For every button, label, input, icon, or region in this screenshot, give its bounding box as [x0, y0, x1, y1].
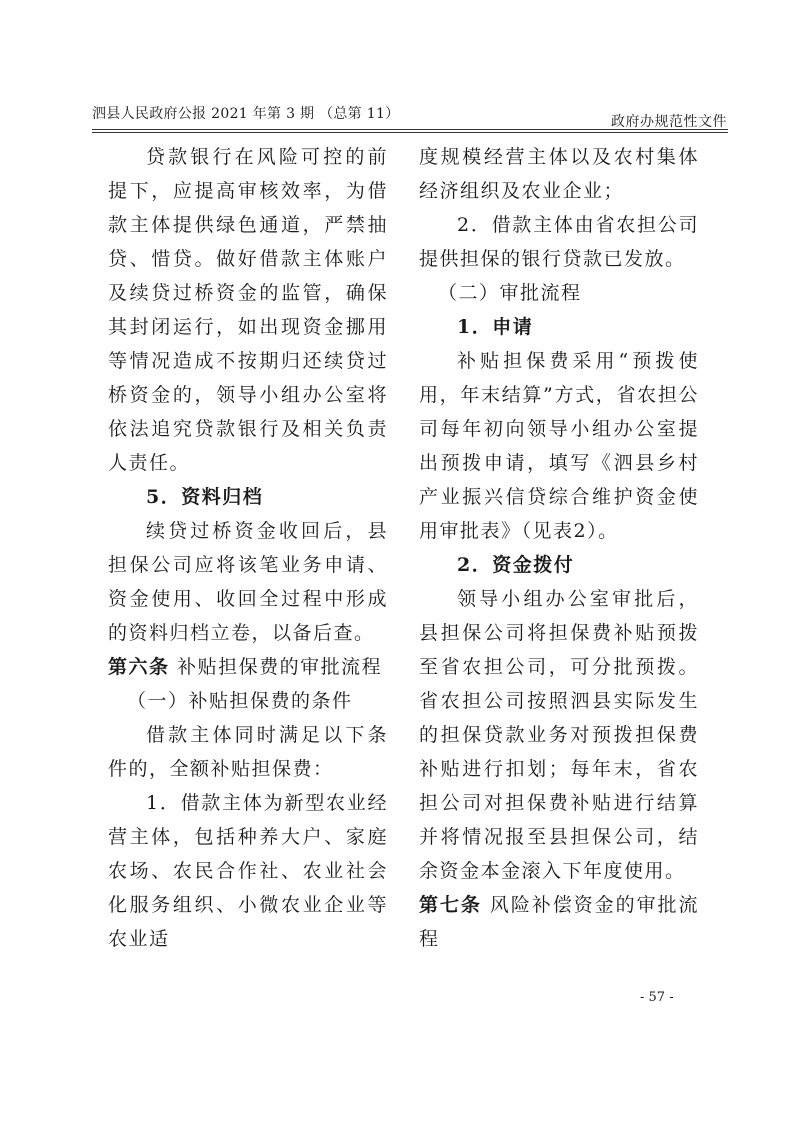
left-column — [108, 140, 388, 956]
paragraph-condition-two: 2．借款主体由省农担公司提供担保的银行贷款已发放。 — [419, 214, 699, 270]
paragraph-fund-disbursement: 领导小组办公室审批后，县担保公司将担保费补贴预拨至省农担公司，可分批预拨。省农担公司按照泗县实际发生的担保贷款业务对预拨担保费补贴进行扣划；每年末，省农担公司对担保费补贴进行结算并将情况报至县担保公司，结余资金本金滚入下年度使用。 — [419, 588, 699, 882]
header-divider-top — [92, 129, 728, 130]
heading-fund-disbursement: 2．资金拨付 — [457, 554, 575, 576]
paragraph-application: 补贴担保费采用“预拨使用，年末结算”方式，省农担公司每年初向领导小组办公室提出预拨申请，填写《泗县乡村产业振兴信贷综合维护资金使用审批表》（见表2）。 — [419, 350, 699, 542]
page-number: - 57 - — [640, 990, 674, 1005]
heading-application: 1．申请 — [457, 316, 534, 338]
journal-header: 泗县人民政府公报 2021 年第 3 期 （总第 11） — [92, 106, 400, 122]
paragraph-conditions-intro: 借款主体同时满足以下条件的，全额补贴担保费： — [108, 724, 388, 780]
article-seven-title: 风险补偿资金的审批流程 — [419, 894, 699, 950]
paragraph-loan-bank-efficiency: 贷款银行在风险可控的前提下，应提高审核效率，为借款主体提供绿色通道，严禁抽贷、惜贷。做好借款主体账户及续贷过桥资金的监管，确保其封闭运行，如出现资金挪用等情况造成不按期归还续贷过桥资金的，领导小组办公室将依法追究贷款银行及相关负责人责任。 — [108, 146, 388, 474]
heading-archiving: 5．资料归档 — [146, 486, 264, 508]
article-six-number: 第六条 — [108, 656, 170, 678]
heading-approval-process: （二）审批流程 — [438, 282, 582, 304]
heading-subsidy-conditions: （一）补贴担保费的条件 — [127, 690, 353, 712]
paragraph-condition-one-continued: 度规模经营主体以及农村集体经济组织及农业企业； — [419, 146, 699, 202]
paragraph-archiving: 续贷过桥资金收回后，县担保公司应将该笔业务申请、资金使用、收回全过程中形成的资料归档立卷，以备后查。 — [108, 520, 388, 644]
article-six-title: 补贴担保费的审批流程 — [177, 656, 383, 678]
section-header: 政府办规范性文件 — [611, 114, 727, 130]
article-seven-number: 第七条 — [419, 894, 482, 916]
right-column — [419, 140, 699, 956]
header-divider-bottom — [92, 132, 728, 133]
article-six — [108, 650, 388, 684]
article-seven — [419, 888, 699, 956]
paragraph-condition-one: 1．借款主体为新型农业经营主体，包括种养大户、家庭农场、农民合作社、农业社会化服务组织、小微农业企业等农业适 — [108, 792, 388, 950]
